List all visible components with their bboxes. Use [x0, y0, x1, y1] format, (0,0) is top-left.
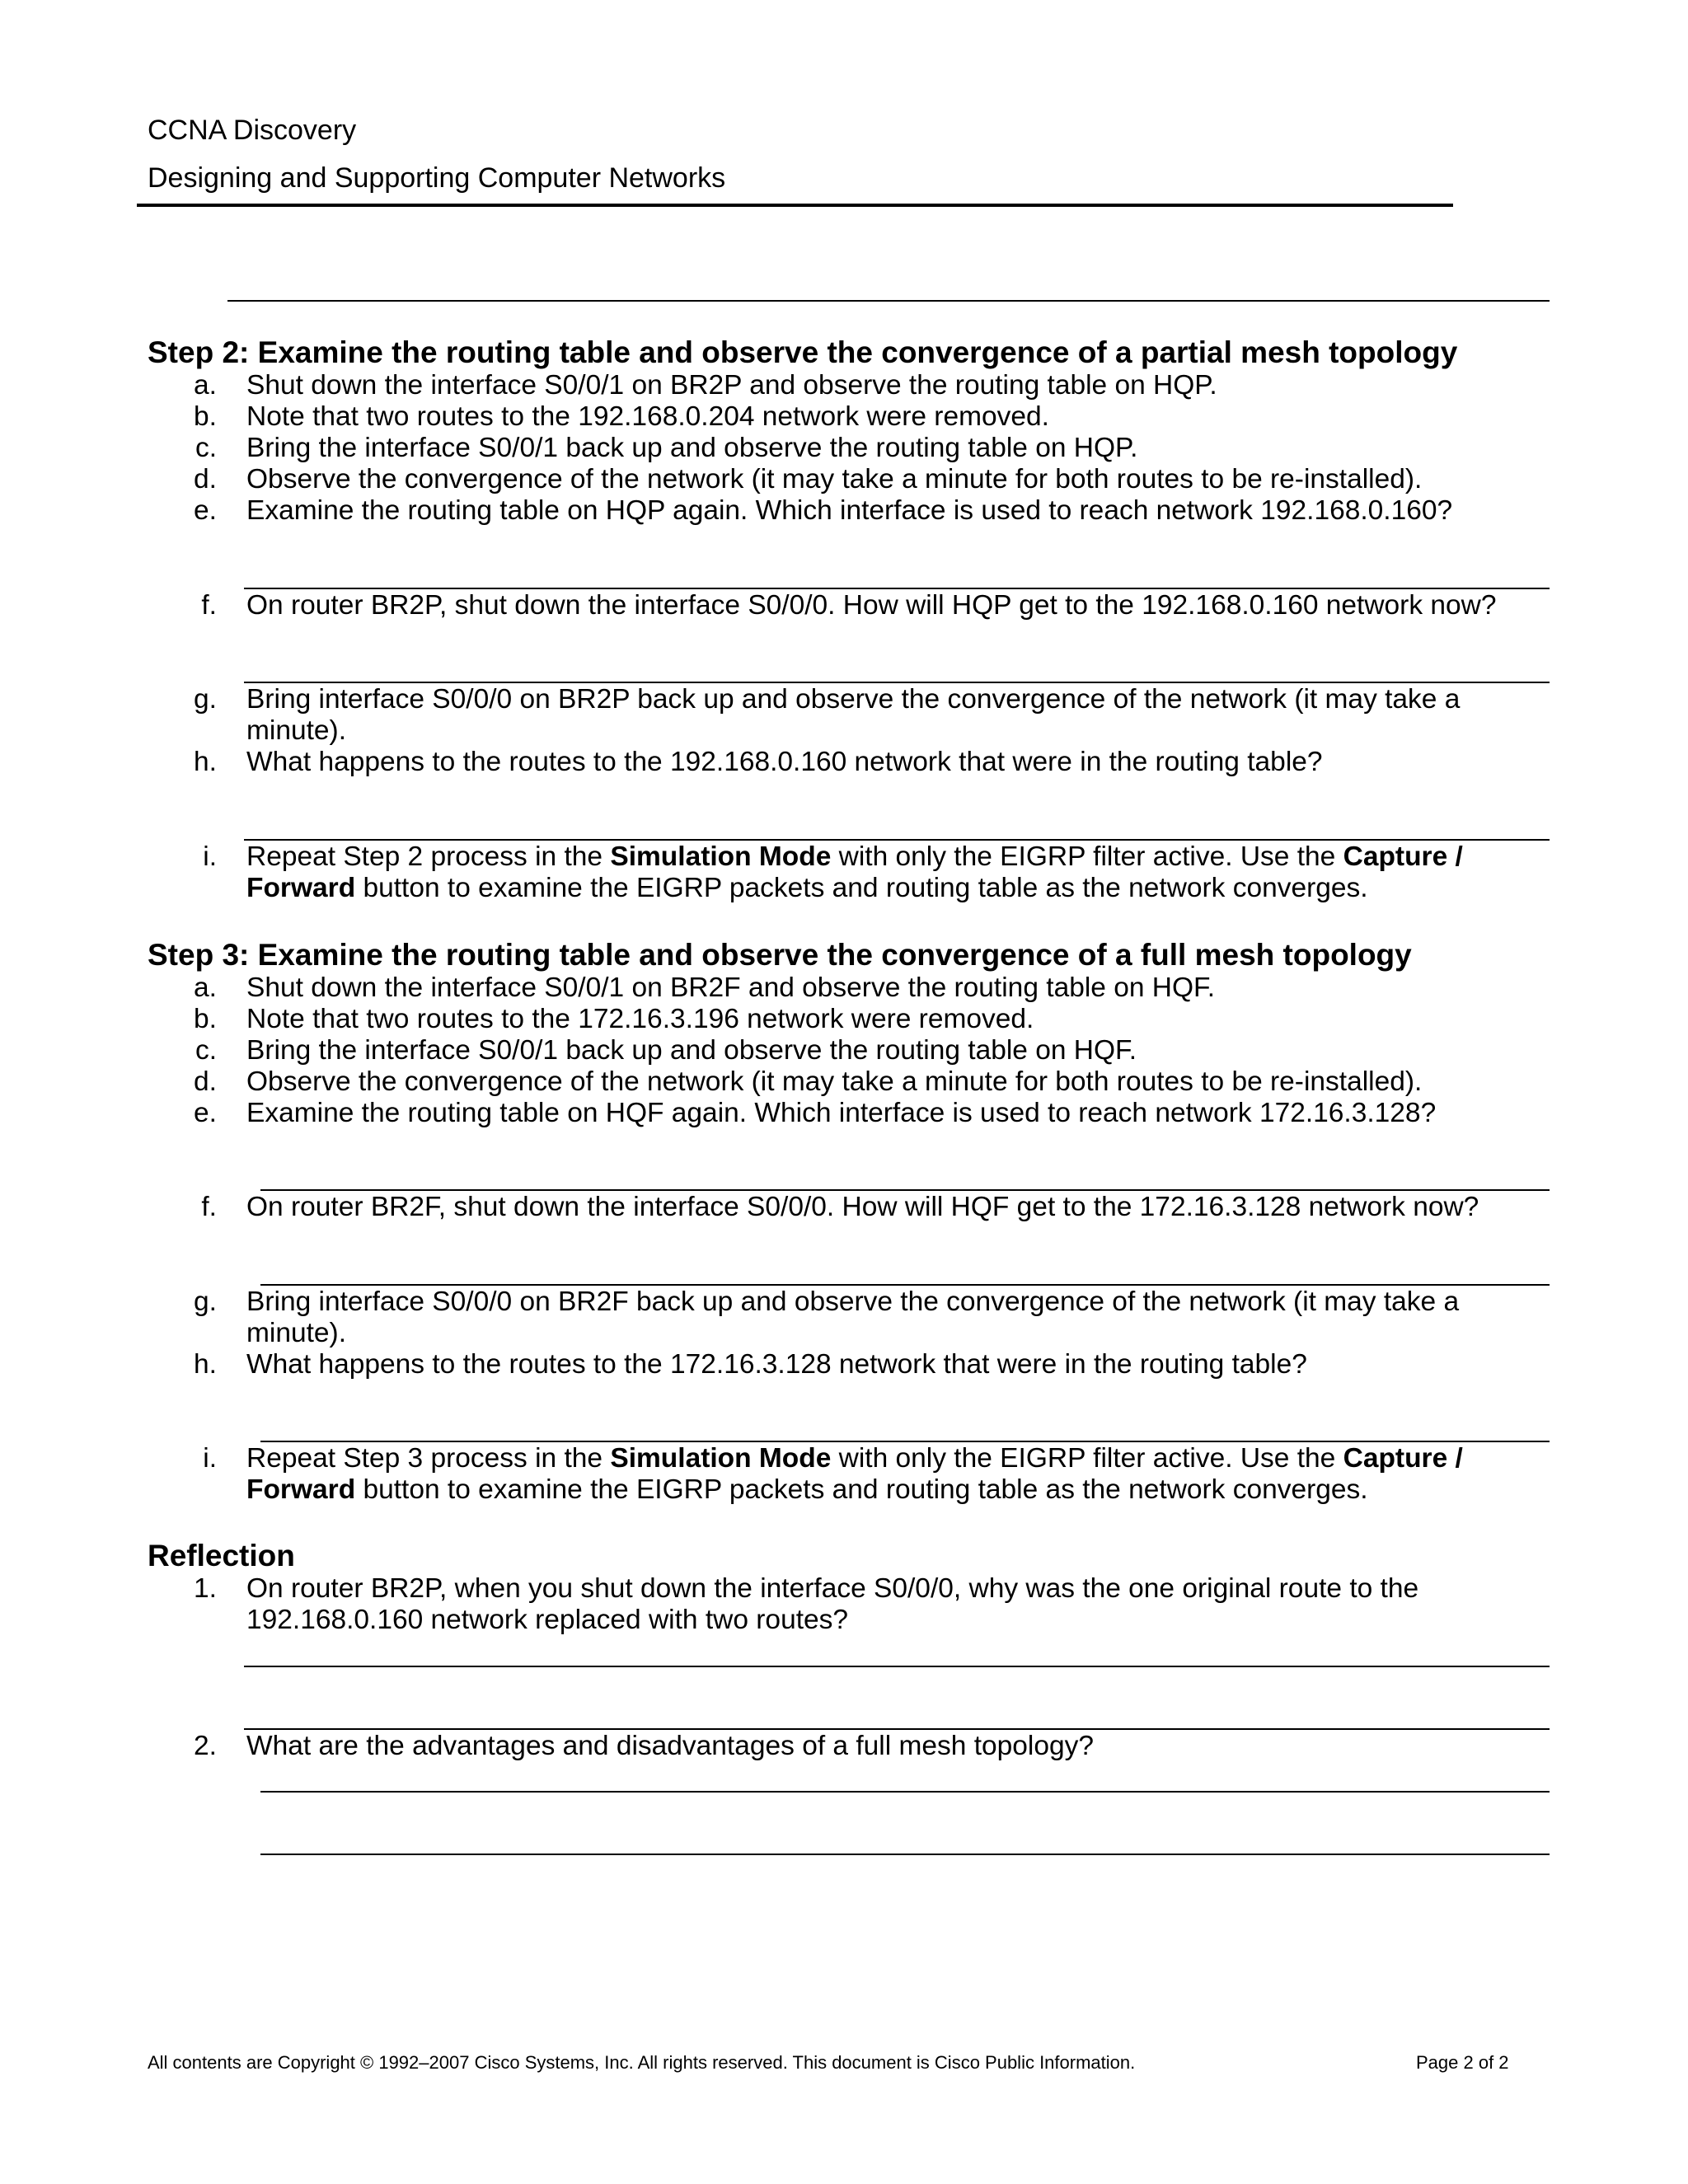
- footer-copyright: All contents are Copyright © 1992–2007 Cisco Systems, Inc. All rights reserved. This document is Cisco Public Information.: [148, 2052, 1136, 2073]
- reflection-title: Reflection: [148, 1539, 295, 1572]
- answer-line: [244, 1728, 1550, 1730]
- answer-line: [260, 1791, 1550, 1793]
- footer-page-number: Page 2 of 2: [1416, 2052, 1509, 2073]
- step3-title: Step 3: Examine the routing table and observe the convergence of a full mesh topology: [148, 938, 1412, 972]
- answer-line: [244, 682, 1550, 683]
- answer-line: [260, 1441, 1550, 1442]
- answer-line: [244, 588, 1550, 589]
- step2-title: Step 2: Examine the routing table and observe the convergence of a partial mesh topology: [148, 335, 1458, 369]
- answer-line: [260, 1189, 1550, 1191]
- course-subtitle: Designing and Supporting Computer Networks: [148, 162, 726, 194]
- answer-line: [260, 1284, 1550, 1286]
- header-rule: [137, 204, 1453, 207]
- answer-line: [227, 300, 1550, 302]
- answer-line: [244, 1666, 1550, 1667]
- answer-line: [260, 1854, 1550, 1855]
- course-title: CCNA Discovery: [148, 115, 357, 146]
- answer-line: [244, 839, 1550, 841]
